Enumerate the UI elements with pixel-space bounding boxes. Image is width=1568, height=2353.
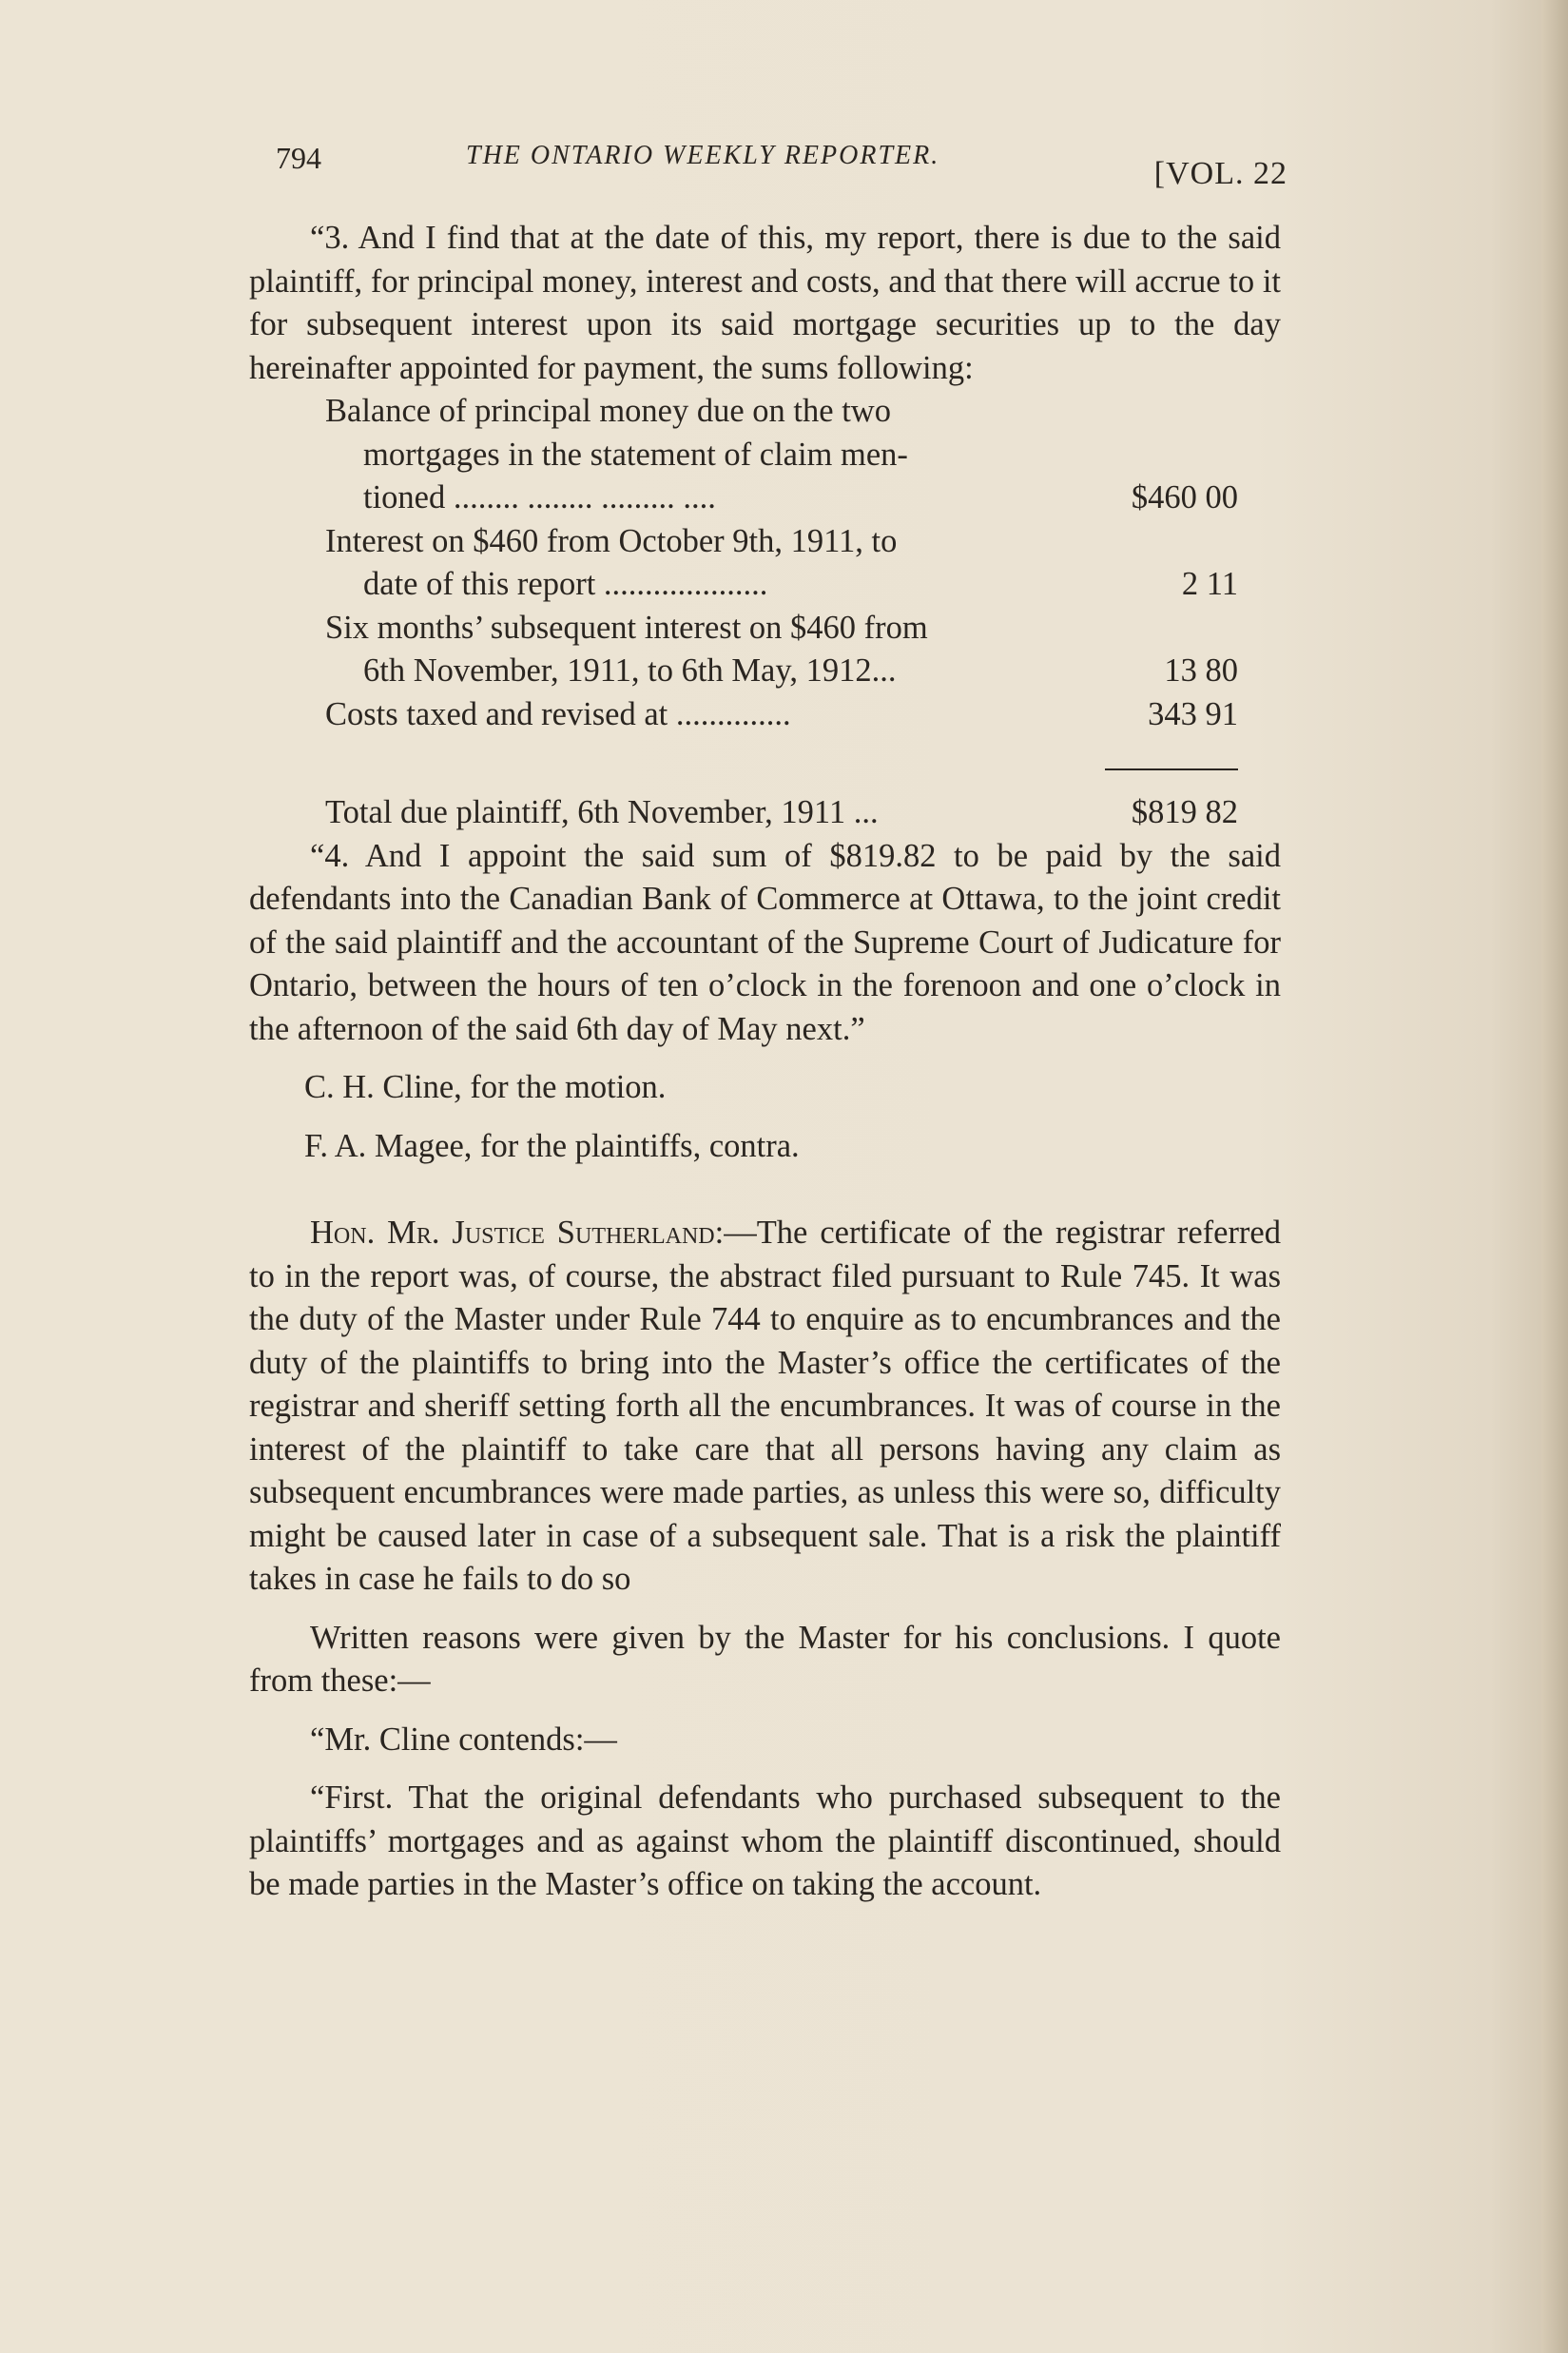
page-body (249, 217, 1281, 1907)
account-item-amount: $460 00 (1131, 479, 1238, 515)
total-rule (1105, 768, 1238, 770)
page-spine-shadow (1541, 0, 1568, 2353)
paragraph-3: “3. And I find that at the date of this, my report, there is due to the said plaintiff, for principal money, interest and costs, and that there will accrue to it for subsequent interest upon its said mortgage securities up to the day hereinafter appointed for payment, the sums following: (249, 220, 1281, 386)
judgment-text: :—The certificate of the registrar referred to in the report was, of course, the abstract filed pursuant to Rule 745. It was the duty of the Master under Rule 744 to enquire as to encumbrances and the duty of the plaintiffs to bring into the Master’s office the certificates of the registrar and sheriff setting forth all the encumbrances. It was of course in the interest of the plaintiff to take care that all persons having any claim as subsequent encumbrances were made parties, as unless this were so, difficulty might be caused later in case of a subsequent sale. That is a risk the plaintiff takes in case he fails to do so (249, 1215, 1281, 1597)
account-item-desc: date of this report .................... (363, 566, 768, 602)
account-item-line2: mortgages in the statement of claim men- (363, 436, 908, 473)
paragraph-written-reasons: Written reasons were given by the Master for his conclusions. I quote from these:— (249, 1619, 1281, 1699)
account-table (325, 390, 1238, 835)
counsel-line: F. A. Magee, for the plaintiffs, contra. (304, 1127, 800, 1164)
account-item-desc: 6th November, 1911, to 6th May, 1912... (363, 652, 897, 689)
account-item-amount: 343 91 (1148, 695, 1238, 732)
account-item-line1: Balance of principal money due on the two (325, 393, 891, 429)
account-item-desc: tioned ........ ........ ......... .... (363, 479, 716, 515)
account-item-line1: Six months’ subsequent interest on $460 from (325, 609, 928, 646)
counsel-line: C. H. Cline, for the motion. (304, 1069, 667, 1105)
running-header (276, 141, 1303, 198)
paragraph-4: “4. And I appoint the said sum of $819.82 to be paid by the said defendants into the Canadian Bank of Commerce at Ottawa, to the joint credit of the said plaintiff and the accountant of the Supreme Court of Judicature for Ontario, between the hours of ten o’clock in the forenoon and one o’clock in the afternoon of the said 6th day of May next.” (249, 837, 1281, 1047)
volume-label: [VOL. 22 (1153, 156, 1287, 191)
paragraph-first: “First. That the original defendants who purchased subsequent to the plaintiffs’ mortgages and as against whom the plaintiff discontinued, should be made parties in the Master’s office on taking the account. (249, 1779, 1281, 1902)
account-item-amount: 2 11 (1181, 566, 1238, 602)
paragraph-cline-contends: “Mr. Cline contends:— (310, 1721, 617, 1758)
account-total-label: Total due plaintiff, 6th November, 1911 ... (325, 794, 879, 830)
account-item (325, 607, 1238, 693)
account-item-desc: Costs taxed and revised at .............. (325, 695, 791, 732)
account-total-amount: $819 82 (1131, 794, 1238, 830)
account-total (325, 791, 1238, 835)
account-item-amount: 13 80 (1164, 652, 1238, 689)
judgment-paragraph (249, 1212, 1281, 1602)
account-item (325, 693, 1238, 737)
account-item (325, 390, 1238, 520)
running-title: THE ONTARIO WEEKLY REPORTER. (466, 141, 940, 170)
judge-name: Hon. Mr. Justice Sutherland (310, 1215, 715, 1251)
account-item (325, 520, 1238, 607)
page-number: 794 (276, 141, 321, 175)
account-item-line1: Interest on $460 from October 9th, 1911, to (325, 522, 898, 559)
